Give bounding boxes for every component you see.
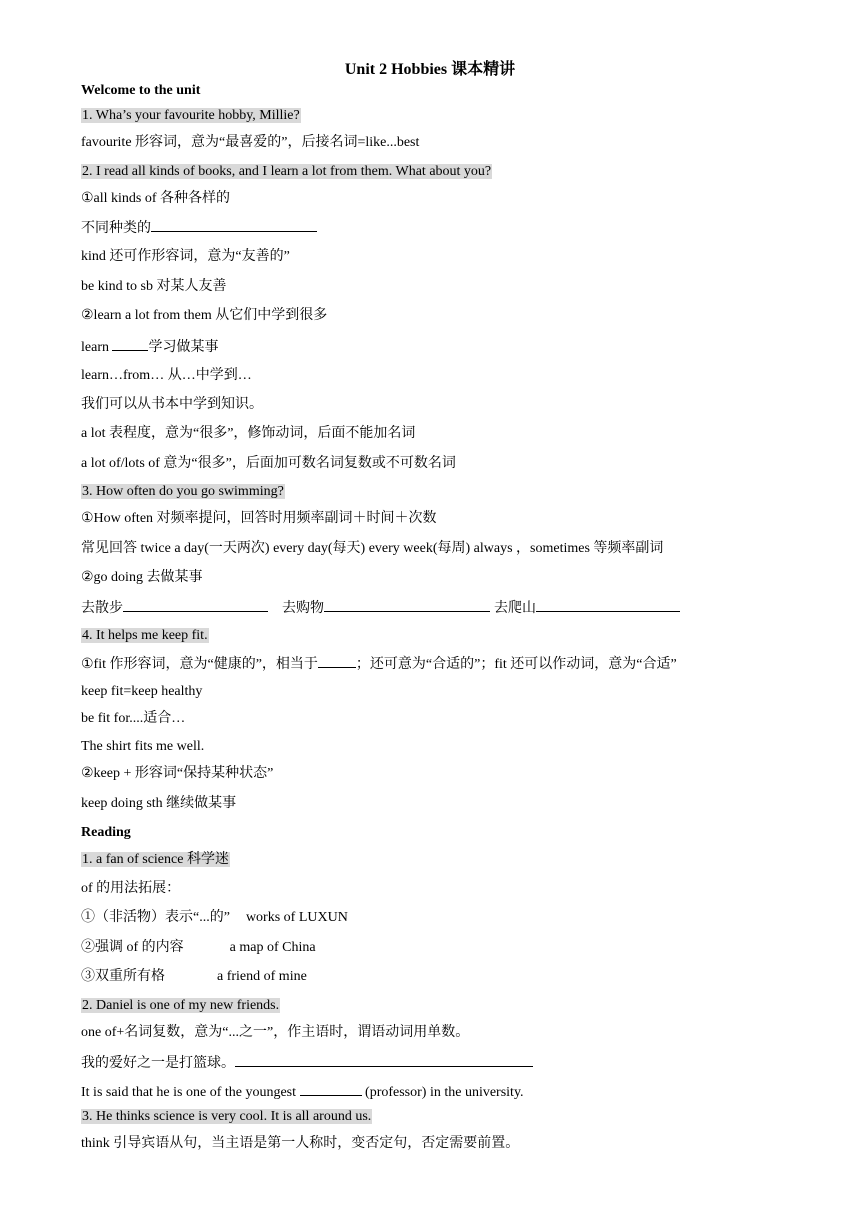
exercise-prompt: learn	[81, 340, 113, 355]
highlighted-sentence: 4. It helps me keep fit.	[82, 628, 208, 643]
exercise-prompt: It is said that he is one of the youngest	[81, 1085, 300, 1100]
highlighted-sentence: 1. Wha’s your favourite hobby, Millie?	[82, 108, 300, 123]
note-line: one of+名词复数，意为“...之一”，作主语时，谓语动词用单数。	[81, 1025, 470, 1040]
exercise-prompt: ①fit 作形容词，意为“健康的”，相当于	[81, 657, 318, 672]
note-line: ②learn a lot from them 从它们中学到很多	[81, 308, 328, 323]
item-1-heading	[81, 106, 301, 126]
item-r1-heading	[81, 850, 230, 870]
exercise-prompt: 不同种类的	[81, 221, 151, 236]
page-title: Unit 2 Hobbies 课本精讲	[344, 61, 516, 78]
exercise-line	[81, 1081, 524, 1103]
note-line	[81, 967, 307, 987]
note-line: be kind to sb 对某人友善	[81, 279, 227, 294]
exercise-prompt: 去爬山	[494, 601, 536, 616]
usage-example: works of LUXUN	[245, 910, 348, 925]
highlighted-sentence: 3. How often do you go swimming?	[82, 484, 284, 499]
usage-label: ③双重所有格	[81, 969, 165, 984]
highlighted-sentence: 1. a fan of science 科学迷	[82, 852, 229, 867]
note-line: a lot 表程度，意为“很多”，修饰动词，后面不能加名词	[81, 426, 416, 441]
answer-blank	[112, 336, 148, 351]
exercise-prompt: ；还可意为“合适的”；fit 还可以作动词，意为“合适”	[355, 657, 677, 672]
usage-label: ①（非活物）表示“...的”	[81, 910, 230, 925]
exercise-prompt: 去购物	[282, 601, 324, 616]
usage-example: a friend of mine	[217, 969, 307, 984]
exercise-line	[81, 1052, 533, 1074]
answer-blank	[300, 1081, 362, 1096]
section-heading-welcome: Welcome to the unit	[81, 83, 201, 98]
exercise-prompt: (professor) in the university.	[361, 1085, 524, 1100]
exercise-prompt: 去散步	[81, 601, 123, 616]
translation-prompt: 我们可以从书本中学到知识。	[81, 397, 263, 412]
item-4-heading	[81, 626, 209, 646]
answer-blank	[536, 597, 680, 612]
note-line: favourite 形容词，意为“最喜爱的”，后接名词=like...best	[81, 135, 420, 150]
note-line: of 的用法拓展：	[81, 881, 181, 896]
usage-label: ②强调 of 的内容	[81, 940, 184, 955]
note-line: be fit for....适合…	[81, 711, 186, 726]
section-heading-reading: Reading	[81, 825, 131, 840]
exercise-prompt: 学习做某事	[148, 340, 219, 355]
highlighted-sentence: 3. He thinks science is very cool. It is all around us.	[82, 1109, 372, 1124]
note-line: keep doing sth 继续做某事	[81, 796, 237, 811]
note-line: learn…from… 从…中学到…	[81, 368, 252, 383]
translation-prompt: 我的爱好之一是打篮球。	[81, 1056, 235, 1071]
answer-blank	[324, 597, 490, 612]
highlighted-sentence: 2. I read all kinds of books, and I learn a lot from them. What about you?	[82, 164, 492, 179]
exercise-line	[81, 336, 218, 358]
note-line: ①all kinds of 各种各样的	[81, 191, 231, 206]
note-line: The shirt fits me well.	[81, 739, 205, 754]
note-line: kind 还可作形容词，意为“友善的”	[81, 249, 290, 264]
exercise-line	[81, 217, 317, 239]
note-line: think 引导宾语从句，当主语是第一人称时，变否定句，否定需要前置。	[81, 1136, 520, 1151]
item-2-heading	[81, 162, 492, 182]
note-line: keep fit=keep healthy	[81, 684, 203, 699]
item-3-heading	[81, 482, 285, 502]
item-r3-heading	[81, 1107, 372, 1127]
note-line: 常见回答 twice a day(一天两次) every day(每天) every week(每周) always ，sometimes 等频率副词	[81, 541, 664, 556]
usage-example: a map of China	[229, 940, 316, 955]
note-line	[81, 938, 316, 958]
answer-blank	[235, 1052, 533, 1067]
note-line: ②keep + 形容词“保持某种状态”	[81, 766, 274, 781]
note-line: ①How often 对频率提问，回答时用频率副词＋时间＋次数	[81, 511, 437, 526]
exercise-line	[81, 597, 680, 619]
note-line	[81, 908, 348, 928]
highlighted-sentence: 2. Daniel is one of my new friends.	[82, 998, 280, 1013]
answer-blank	[123, 597, 268, 612]
answer-blank	[151, 217, 317, 232]
exercise-line	[81, 653, 677, 675]
answer-blank	[318, 653, 356, 668]
item-r2-heading	[81, 996, 280, 1016]
note-line: ②go doing 去做某事	[81, 570, 203, 585]
note-line: a lot of/lots of 意为“很多”，后面加可数名词复数或不可数名词	[81, 456, 456, 471]
